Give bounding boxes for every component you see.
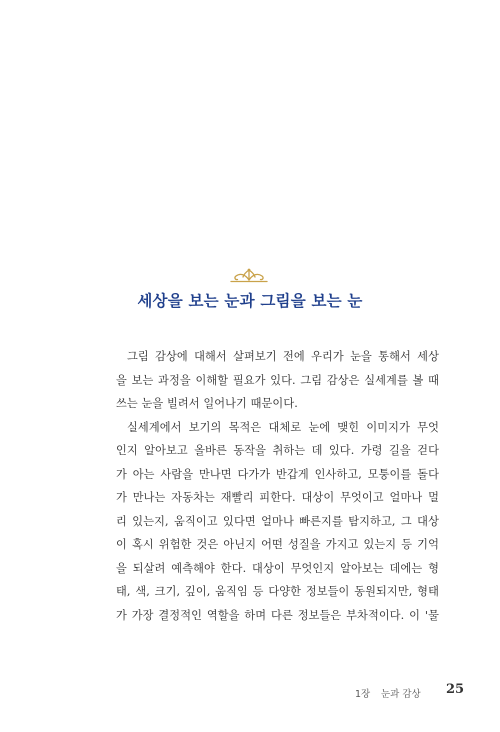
paragraph-line: 태, 색, 크기, 깊이, 움직임 등 다양한 정보들이 동원되지만, 형태 <box>116 585 439 598</box>
paragraph-line: 인지 알아보고 올바른 동작을 취하는 데 있다. 가령 길을 걷다 <box>116 444 439 457</box>
page-footer <box>0 682 500 702</box>
paragraph-line: 리 있는지, 움직이고 있다면 얼마나 빠른지를 탐지하고, 그 대상 <box>116 514 439 528</box>
chapter-label: 1장 <box>355 689 371 700</box>
gold-flourish-icon <box>229 268 269 284</box>
paragraph-line: 실세계에서 보기의 목적은 대체로 눈에 맺힌 이미지가 무엇 <box>127 420 439 434</box>
section-title: 세상을 보는 눈과 그림을 보는 눈 <box>137 292 363 310</box>
chapter-title: 눈과 감상 <box>381 689 421 700</box>
paragraph-line: 이 혹시 위험한 것은 아닌지 어떤 성질을 가지고 있는지 등 기억 <box>116 538 439 551</box>
body-text <box>116 345 439 627</box>
page-number: 25 <box>446 682 465 697</box>
paragraph-line: 그림 감상에 대해서 살펴보기 전에 우리가 눈을 통해서 세상 <box>127 350 439 363</box>
paragraph-line: 가 아는 사람을 만나면 다가가 반갑게 인사하고, 모퉁이를 돌다 <box>116 467 439 481</box>
paragraph-line: 가 만나는 자동차는 재빨리 피한다. 대상이 무엇이고 얼마나 멀 <box>116 491 439 504</box>
paragraph-line: 쓰는 눈을 빌려서 일어나기 때문이다. <box>116 397 298 410</box>
paragraph-line: 가 가장 결정적인 역할을 하며 다른 정보들은 부차적이다. 이 '물 <box>116 608 439 622</box>
paragraph-line: 을 보는 과정을 이해할 필요가 있다. 그림 감상은 실세계를 볼 때 <box>116 373 439 387</box>
paragraph-line: 을 되살려 예측해야 한다. 대상이 무엇인지 알아보는 데에는 형 <box>116 561 439 575</box>
